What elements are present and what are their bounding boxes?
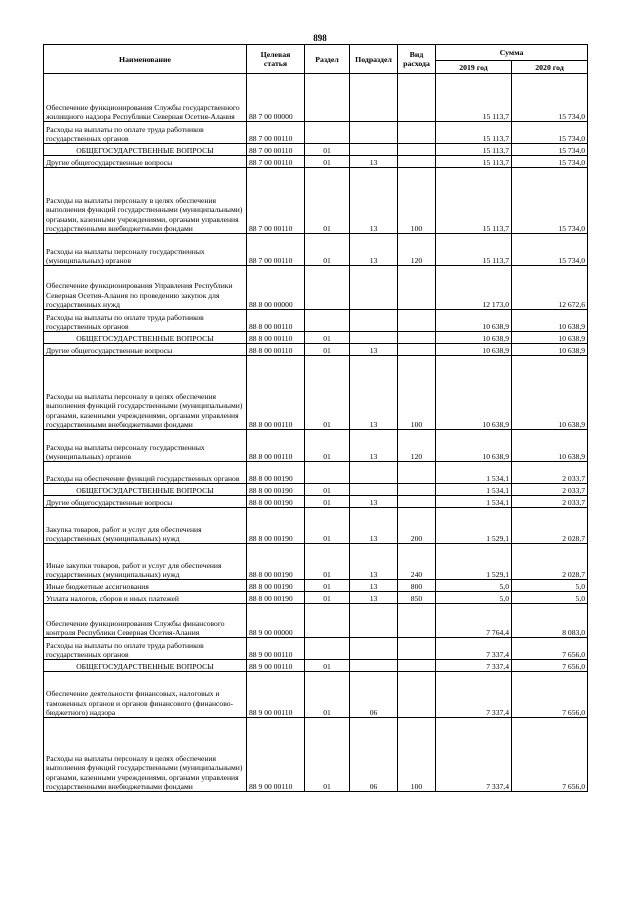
row-expense-type — [398, 672, 436, 718]
row-name: ОБЩЕГОСУДАРСТВЕННЫЕ ВОПРОСЫ — [44, 660, 247, 672]
row-sum-2020: 7 656,0 — [512, 672, 588, 718]
header-section: Раздел — [305, 45, 350, 74]
row-expense-type — [398, 332, 436, 344]
table-row — [44, 310, 588, 332]
row-expense-type — [398, 484, 436, 496]
row-expense-type: 240 — [398, 544, 436, 580]
row-sum-2020: 10 638,9 — [512, 344, 588, 356]
row-sum-2019: 15 113,7 — [436, 144, 512, 156]
header-subsection: Подраздел — [350, 45, 398, 74]
header-target-article: Целевая статья — [247, 45, 305, 74]
row-sum-2019: 5,0 — [436, 592, 512, 604]
row-sum-2020: 7 656,0 — [512, 718, 588, 792]
row-expense-type: 850 — [398, 592, 436, 604]
row-target-article: 88 7 00 00110 — [247, 122, 305, 144]
row-target-article: 88 9 00 00110 — [247, 718, 305, 792]
row-expense-type — [398, 74, 436, 122]
row-subsection: 13 — [350, 344, 398, 356]
row-name: Закупка товаров, работ и услуг для обеспечения государственных (муниципальных) нужд — [44, 508, 247, 544]
row-sum-2019: 7 337,4 — [436, 718, 512, 792]
row-sum-2020: 12 672,6 — [512, 266, 588, 310]
row-section: 01 — [305, 356, 350, 430]
row-sum-2020: 15 734,0 — [512, 156, 588, 168]
row-expense-type: 120 — [398, 430, 436, 462]
row-sum-2020: 7 656,0 — [512, 660, 588, 672]
table-body — [44, 74, 588, 792]
row-target-article: 88 7 00 00110 — [247, 144, 305, 156]
row-expense-type: 200 — [398, 508, 436, 544]
row-sum-2020: 10 638,9 — [512, 430, 588, 462]
row-name: Расходы на выплаты по оплате труда работников государственных органов — [44, 122, 247, 144]
row-sum-2019: 1 529,1 — [436, 508, 512, 544]
row-section — [305, 122, 350, 144]
row-expense-type — [398, 310, 436, 332]
row-name: Расходы на обеспечение функций государственных органов — [44, 462, 247, 484]
row-subsection: 13 — [350, 356, 398, 430]
row-name: Обеспечение функционирования Службы государственного жилищного надзора Республики Северная Осетия-Алания — [44, 74, 247, 122]
row-name: Обеспечение функционирования Управления Республики Северная Осетия-Алания по проведению закупок для государственных нужд — [44, 266, 247, 310]
row-target-article: 88 8 00 00110 — [247, 344, 305, 356]
row-name: Расходы на выплаты персоналу государственных (муниципальных) органов — [44, 430, 247, 462]
row-name: Другие общегосударственные вопросы — [44, 156, 247, 168]
row-name: Расходы на выплаты персоналу в целях обеспечения выполнения функций государственными (муниципальными) органами, казенными учреждениями, органами управления государственными внебюджетными фондами — [44, 168, 247, 234]
row-section: 01 — [305, 156, 350, 168]
row-sum-2020: 5,0 — [512, 592, 588, 604]
row-subsection: 13 — [350, 156, 398, 168]
row-sum-2019: 10 638,9 — [436, 344, 512, 356]
row-target-article: 88 9 00 00000 — [247, 604, 305, 638]
row-sum-2020: 2 033,7 — [512, 462, 588, 484]
row-name: ОБЩЕГОСУДАРСТВЕННЫЕ ВОПРОСЫ — [44, 144, 247, 156]
row-expense-type — [398, 266, 436, 310]
row-sum-2020: 15 734,0 — [512, 234, 588, 266]
table-row — [44, 718, 588, 792]
table-row — [44, 168, 588, 234]
row-target-article: 88 7 00 00110 — [247, 156, 305, 168]
row-section: 01 — [305, 544, 350, 580]
row-subsection — [350, 604, 398, 638]
table-row — [44, 496, 588, 508]
row-subsection — [350, 332, 398, 344]
row-section: 01 — [305, 508, 350, 544]
row-sum-2019: 7 337,4 — [436, 672, 512, 718]
row-sum-2019: 15 113,7 — [436, 168, 512, 234]
row-expense-type — [398, 604, 436, 638]
table-row — [44, 344, 588, 356]
row-target-article: 88 8 00 00190 — [247, 592, 305, 604]
row-sum-2019: 7 764,4 — [436, 604, 512, 638]
row-section — [305, 604, 350, 638]
table-row — [44, 508, 588, 544]
row-target-article: 88 8 00 00190 — [247, 484, 305, 496]
row-target-article: 88 7 00 00000 — [247, 74, 305, 122]
row-subsection: 06 — [350, 718, 398, 792]
row-name: Другие общегосударственные вопросы — [44, 496, 247, 508]
row-name: Иные бюджетные ассигнования — [44, 580, 247, 592]
row-name: Обеспечение деятельности финансовых, налоговых и таможенных органов и органов финансового (финансово-бюджетного) надзора — [44, 672, 247, 718]
row-section: 01 — [305, 484, 350, 496]
row-subsection — [350, 74, 398, 122]
row-target-article: 88 8 00 00110 — [247, 310, 305, 332]
row-section — [305, 266, 350, 310]
row-expense-type — [398, 462, 436, 484]
row-name: Уплата налогов, сборов и иных платежей — [44, 592, 247, 604]
row-target-article: 88 9 00 00110 — [247, 672, 305, 718]
row-sum-2020: 5,0 — [512, 580, 588, 592]
row-subsection: 13 — [350, 430, 398, 462]
row-sum-2019: 7 337,4 — [436, 660, 512, 672]
row-expense-type: 800 — [398, 580, 436, 592]
row-sum-2020: 10 638,9 — [512, 332, 588, 344]
row-sum-2019: 1 534,1 — [436, 484, 512, 496]
page-number: 898 — [313, 33, 327, 43]
row-sum-2020: 15 734,0 — [512, 122, 588, 144]
row-expense-type: 100 — [398, 168, 436, 234]
row-subsection — [350, 310, 398, 332]
budget-table — [43, 44, 588, 792]
row-subsection: 13 — [350, 592, 398, 604]
row-section: 01 — [305, 344, 350, 356]
table-row — [44, 266, 588, 310]
header-year-2019: 2019 год — [436, 61, 512, 74]
row-section: 01 — [305, 496, 350, 508]
row-expense-type — [398, 156, 436, 168]
row-sum-2019: 1 534,1 — [436, 496, 512, 508]
table-row — [44, 484, 588, 496]
row-subsection: 13 — [350, 580, 398, 592]
row-target-article: 88 9 00 00110 — [247, 638, 305, 660]
table-row — [44, 74, 588, 122]
header-name: Наименование — [44, 45, 247, 74]
row-section: 01 — [305, 168, 350, 234]
row-subsection — [350, 266, 398, 310]
row-target-article: 88 8 00 00110 — [247, 430, 305, 462]
row-section: 01 — [305, 332, 350, 344]
row-target-article: 88 8 00 00190 — [247, 496, 305, 508]
row-sum-2019: 10 638,9 — [436, 332, 512, 344]
row-subsection: 13 — [350, 234, 398, 266]
row-subsection — [350, 122, 398, 144]
row-name: Иные закупки товаров, работ и услуг для обеспечения государственных (муниципальных) нужд — [44, 544, 247, 580]
row-name: Расходы на выплаты персоналу государственных (муниципальных) органов — [44, 234, 247, 266]
row-target-article: 88 8 00 00190 — [247, 508, 305, 544]
row-name: ОБЩЕГОСУДАРСТВЕННЫЕ ВОПРОСЫ — [44, 484, 247, 496]
table-row — [44, 672, 588, 718]
row-sum-2020: 2 028,7 — [512, 508, 588, 544]
row-subsection — [350, 638, 398, 660]
table-row — [44, 122, 588, 144]
row-sum-2020: 15 734,0 — [512, 74, 588, 122]
row-sum-2019: 5,0 — [436, 580, 512, 592]
row-target-article: 88 8 00 00190 — [247, 544, 305, 580]
row-subsection: 13 — [350, 544, 398, 580]
row-name: Расходы на выплаты по оплате труда работников государственных органов — [44, 638, 247, 660]
table-row — [44, 234, 588, 266]
row-name: ОБЩЕГОСУДАРСТВЕННЫЕ ВОПРОСЫ — [44, 332, 247, 344]
row-sum-2020: 7 656,0 — [512, 638, 588, 660]
row-expense-type — [398, 144, 436, 156]
row-target-article: 88 7 00 00110 — [247, 234, 305, 266]
row-section: 01 — [305, 718, 350, 792]
row-sum-2019: 10 638,9 — [436, 430, 512, 462]
table-row — [44, 638, 588, 660]
row-sum-2020: 8 083,0 — [512, 604, 588, 638]
row-sum-2020: 2 028,7 — [512, 544, 588, 580]
header-expense-type: Вид расхода — [398, 45, 436, 74]
row-section — [305, 638, 350, 660]
row-expense-type — [398, 638, 436, 660]
row-target-article: 88 8 00 00110 — [247, 332, 305, 344]
row-expense-type: 120 — [398, 234, 436, 266]
row-sum-2019: 10 638,9 — [436, 310, 512, 332]
table-row — [44, 156, 588, 168]
row-sum-2020: 15 734,0 — [512, 168, 588, 234]
row-sum-2019: 10 638,9 — [436, 356, 512, 430]
row-sum-2020: 2 033,7 — [512, 496, 588, 508]
row-target-article: 88 8 00 00190 — [247, 462, 305, 484]
row-subsection: 13 — [350, 496, 398, 508]
row-sum-2019: 12 173,0 — [436, 266, 512, 310]
row-expense-type: 100 — [398, 718, 436, 792]
row-section: 01 — [305, 234, 350, 266]
row-subsection — [350, 462, 398, 484]
row-sum-2019: 1 534,1 — [436, 462, 512, 484]
row-subsection: 13 — [350, 168, 398, 234]
row-sum-2019: 7 337,4 — [436, 638, 512, 660]
row-section: 01 — [305, 672, 350, 718]
table-row — [44, 544, 588, 580]
row-target-article: 88 9 00 00110 — [247, 660, 305, 672]
row-name: Другие общегосударственные вопросы — [44, 344, 247, 356]
row-sum-2019: 15 113,7 — [436, 122, 512, 144]
header-year-2020: 2020 год — [512, 61, 588, 74]
table-row — [44, 430, 588, 462]
row-sum-2019: 15 113,7 — [436, 156, 512, 168]
table-row — [44, 332, 588, 344]
row-section: 01 — [305, 592, 350, 604]
row-sum-2020: 10 638,9 — [512, 310, 588, 332]
row-subsection: 13 — [350, 508, 398, 544]
row-sum-2019: 1 529,1 — [436, 544, 512, 580]
row-expense-type — [398, 344, 436, 356]
row-sum-2020: 15 734,0 — [512, 144, 588, 156]
table-row — [44, 356, 588, 430]
row-name: Расходы на выплаты по оплате труда работников государственных органов — [44, 310, 247, 332]
table-row — [44, 660, 588, 672]
row-expense-type — [398, 496, 436, 508]
header-sum: Сумма — [436, 45, 588, 61]
row-section: 01 — [305, 430, 350, 462]
row-expense-type — [398, 122, 436, 144]
table-row — [44, 462, 588, 484]
row-target-article: 88 8 00 00000 — [247, 266, 305, 310]
row-subsection: 06 — [350, 672, 398, 718]
row-sum-2020: 2 033,7 — [512, 484, 588, 496]
row-section — [305, 310, 350, 332]
table-row — [44, 144, 588, 156]
row-target-article: 88 8 00 00110 — [247, 356, 305, 430]
row-name: Расходы на выплаты персоналу в целях обеспечения выполнения функций государственными (муниципальными) органами, казенными учреждениями, органами управления государственными внебюджетными фондами — [44, 356, 247, 430]
row-target-article: 88 8 00 00190 — [247, 580, 305, 592]
table-row — [44, 580, 588, 592]
row-subsection — [350, 660, 398, 672]
row-sum-2020: 10 638,9 — [512, 356, 588, 430]
row-expense-type — [398, 660, 436, 672]
row-sum-2019: 15 113,7 — [436, 74, 512, 122]
row-subsection — [350, 144, 398, 156]
row-section — [305, 462, 350, 484]
table-row — [44, 604, 588, 638]
row-sum-2019: 15 113,7 — [436, 234, 512, 266]
row-expense-type: 100 — [398, 356, 436, 430]
row-section: 01 — [305, 660, 350, 672]
row-name: Расходы на выплаты персоналу в целях обеспечения выполнения функций государственными (муниципальными) органами, казенными учреждениями, органами управления государственными внебюджетными фондами — [44, 718, 247, 792]
row-target-article: 88 7 00 00110 — [247, 168, 305, 234]
row-section: 01 — [305, 144, 350, 156]
row-name: Обеспечение функционирования Службы финансового контроля Республики Северная Осетия-Алания — [44, 604, 247, 638]
table-row — [44, 592, 588, 604]
row-subsection — [350, 484, 398, 496]
row-section — [305, 74, 350, 122]
row-section: 01 — [305, 580, 350, 592]
